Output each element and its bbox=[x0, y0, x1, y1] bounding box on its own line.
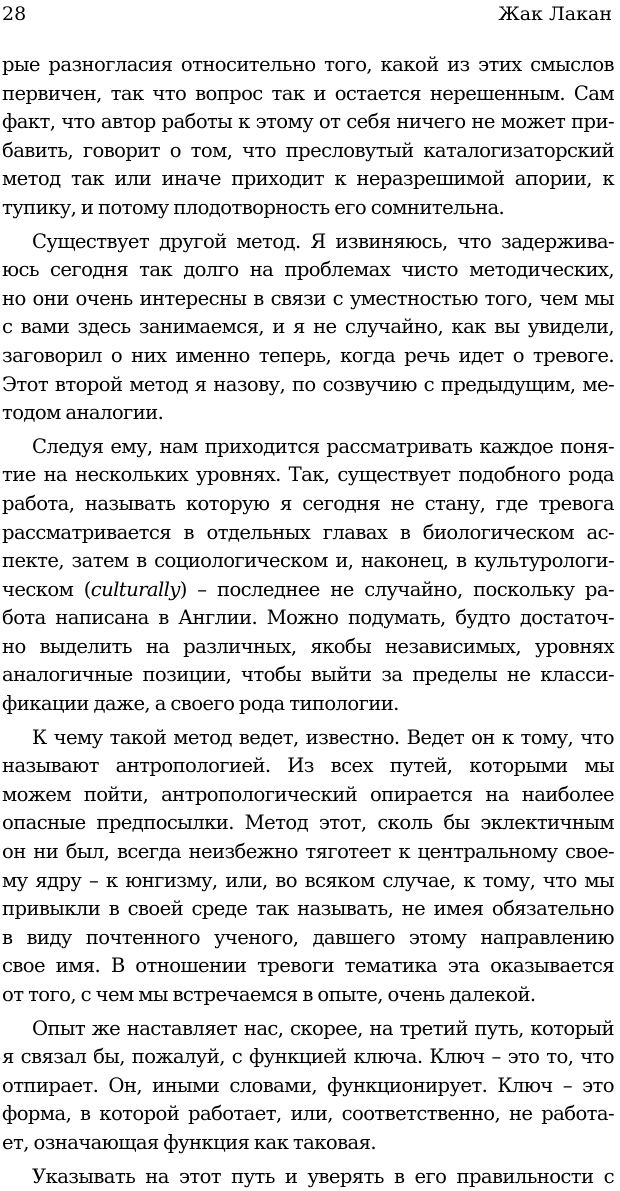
text-line: я связал бы, пожалуй, с функцией ключа. Ключ – это то, что bbox=[2, 1045, 614, 1069]
text-line: аналогичные позиции, чтобы выйти за пределы не класси- bbox=[2, 663, 614, 687]
paragraph-6 bbox=[2, 1163, 614, 1191]
text-line: Этот второй метод я назову, по созвучию с предыдущим, ме- bbox=[2, 372, 614, 396]
text-line: называют антропологией. Из всех путей, которыми мы bbox=[2, 754, 614, 778]
text-line: бота написана в Англии. Можно подумать, будто достаточ- bbox=[2, 606, 614, 630]
text-line: заговорил о них именно теперь, когда речь идет о тревоге. bbox=[2, 343, 614, 367]
text-line: фикации даже, а своего рода типологии. bbox=[2, 692, 399, 716]
text-line: Указывать на этот путь и уверять в его правильности с bbox=[32, 1164, 614, 1188]
text-line: бавить, говорит о том, что пресловутый каталогизаторский bbox=[2, 138, 614, 162]
text-line: факт, что автор работы к этому от себя ничего не может при- bbox=[2, 110, 614, 134]
text-line: в виду почтенного ученого, давшего этому направлению bbox=[2, 925, 614, 949]
page-header bbox=[2, 0, 612, 30]
paragraph-1 bbox=[2, 51, 614, 223]
text-line: му ядру – к юнгизму, или, во всяком случае, к тому, что мы bbox=[2, 868, 614, 892]
text-line: тупику, и потому плодотворность его сомнительна. bbox=[2, 195, 505, 219]
text-line: Следуя ему, нам приходится рассматривать каждое поня- bbox=[32, 434, 614, 458]
text-line: Существует другой метод. Я извиняюсь, что задержива- bbox=[32, 229, 614, 253]
text-line: Опыт же наставляет нас, скорее, на третий путь, который bbox=[32, 1016, 614, 1040]
text-line: форма, в которой работает, или, соответственно, не работа- bbox=[2, 1102, 614, 1126]
text-line: он ни был, всегда неизбежно тяготеет к центральному свое- bbox=[2, 840, 614, 864]
paragraph-3 bbox=[2, 433, 614, 719]
paragraph-5 bbox=[2, 1015, 614, 1158]
text-line: от того, с чем мы встречаемся в опыте, очень далекой. bbox=[2, 983, 536, 1006]
text-line: ческом (culturally) – последнее не случайно, поскольку ра- bbox=[2, 577, 614, 601]
text-line: К чему такой метод ведет, известно. Ведет он к тому, что bbox=[32, 725, 614, 749]
body-text bbox=[2, 51, 614, 1191]
text-line: ет, означающая функция как таковая. bbox=[2, 1130, 376, 1154]
text-line: юсь сегодня так долго на проблемах чисто методических, bbox=[2, 258, 614, 282]
text-line: можем пойти, антропологический опирается на наиболее bbox=[2, 782, 614, 806]
text-line: но они очень интересны в связи с уместностью того, чем мы bbox=[2, 286, 614, 310]
text-line: но выделить на различных, якобы независимых, уровнях bbox=[2, 634, 614, 658]
text-line: рые разногласия относительно того, какой из этих смыслов bbox=[2, 53, 614, 76]
text-line: свое имя. В отношении тревоги тематика эта оказывается bbox=[2, 954, 614, 978]
text-line: отпирает. Он, иными словами, функционирует. Ключ – это bbox=[2, 1073, 614, 1097]
text-line: привыкли в своей среде так называть, не имея обязательно bbox=[2, 897, 614, 921]
text-line: рассматривается в отдельных главах в биологическом ас- bbox=[2, 520, 614, 544]
text-line: тодом аналогии. bbox=[2, 401, 164, 425]
text-line: с вами здесь занимаемся, и я не случайно, как вы увидели, bbox=[2, 315, 614, 339]
text-line: работа, называть которую я сегодня не стану, где тревога bbox=[2, 491, 614, 515]
text-line: метод так или иначе приходит к неразрешимой апории, к bbox=[2, 167, 614, 191]
text-line: пекте, затем в социологическом и, наконец, в культурологи- bbox=[2, 549, 614, 573]
text-line: тие на нескольких уровнях. Так, существует подобного рода bbox=[2, 463, 614, 487]
running-head: Жак Лакан bbox=[498, 3, 612, 25]
italic-term: culturally bbox=[90, 577, 180, 601]
paragraph-4 bbox=[2, 724, 614, 1010]
page-number: 28 bbox=[2, 3, 27, 25]
text-line: первичен, так что вопрос так и остается нерешенным. Сам bbox=[2, 81, 614, 105]
paragraph-2 bbox=[2, 228, 614, 428]
text-line: опасные предпосылки. Метод этот, сколь бы эклектичным bbox=[2, 811, 614, 835]
